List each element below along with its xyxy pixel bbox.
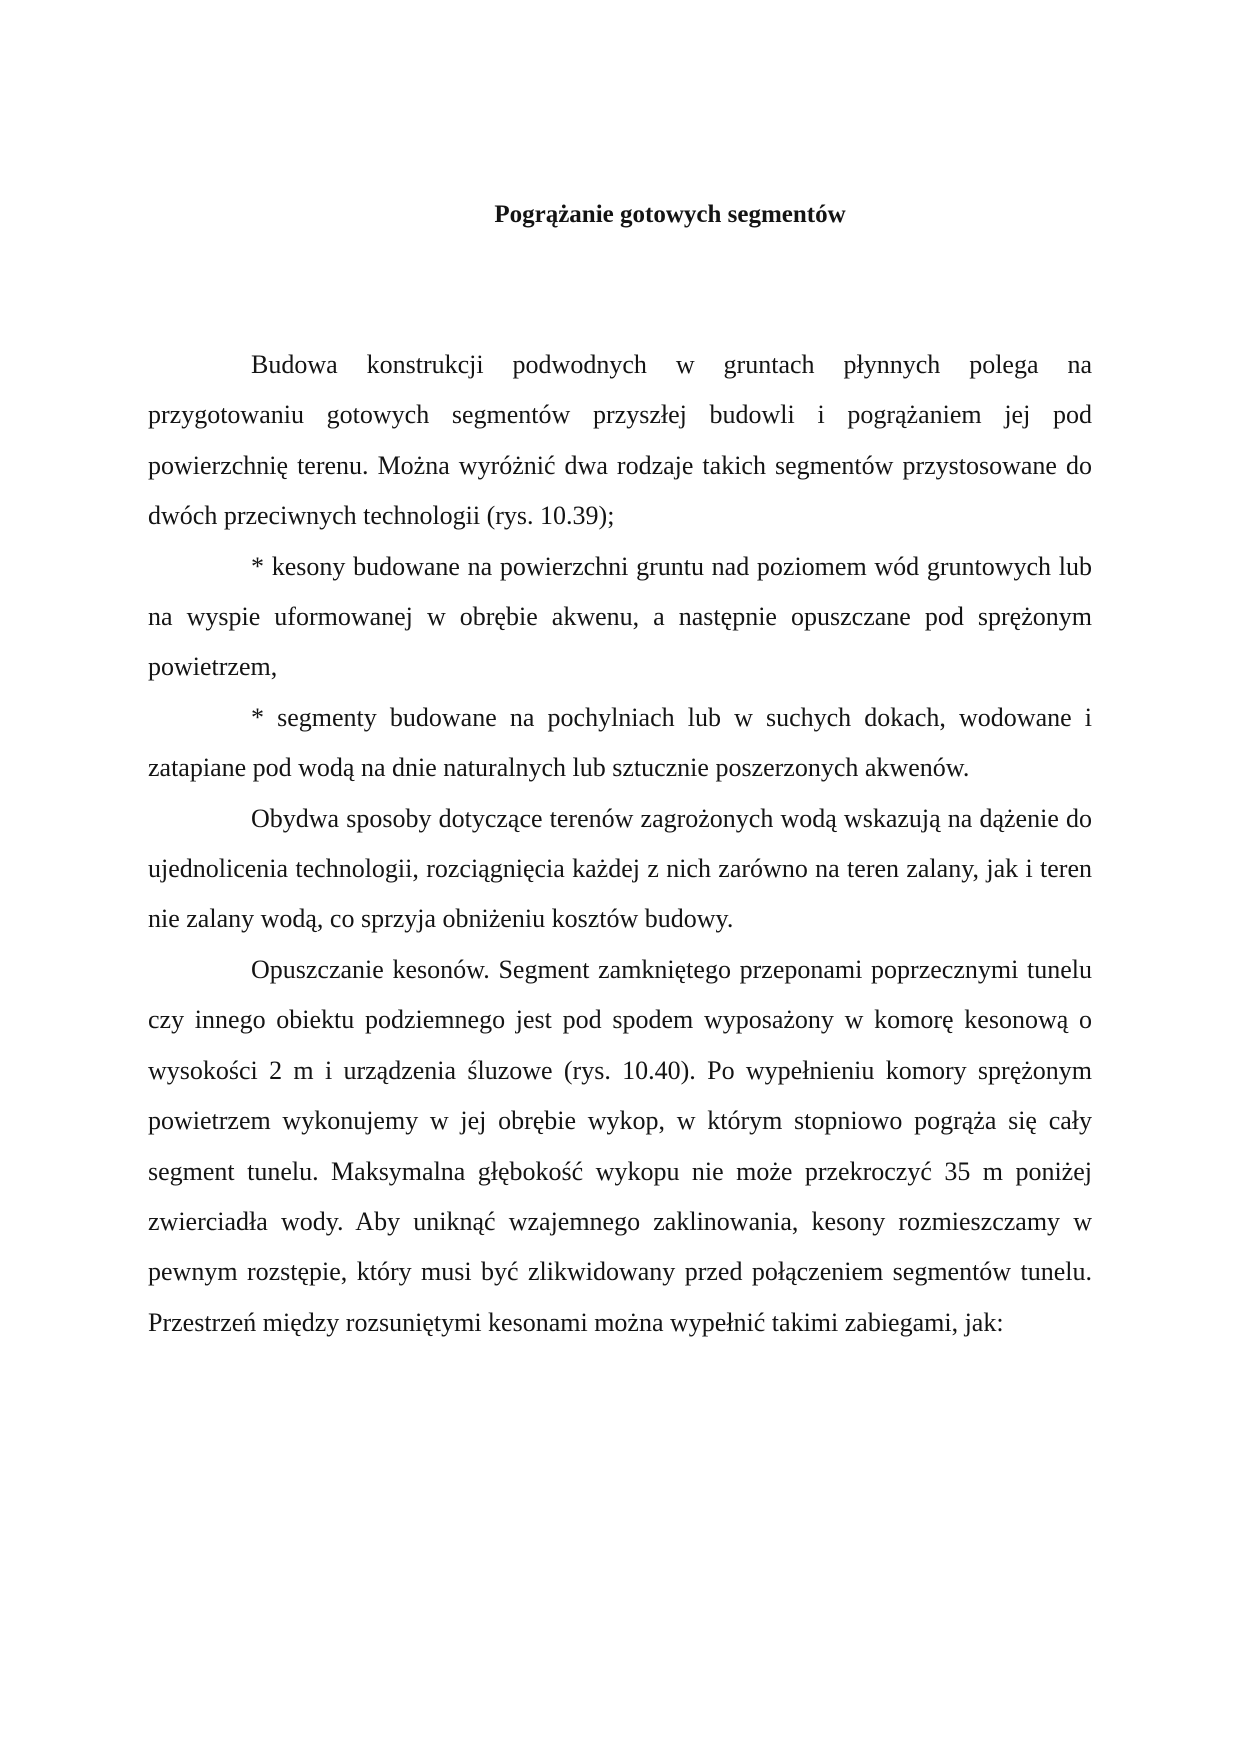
- paragraph-obydwa-sposoby: Obydwa sposoby dotyczące terenów zagrożonych wodą wskazują na dążenie do ujednolicenia technologii, rozciągnięcia każdej z nich zarówno na teren zalany, jak i teren nie zalany wodą, co sprzyja obniżeniu kosztów budowy.: [148, 803, 1092, 934]
- paragraph-bullet-kesony: * kesony budowane na powierzchni gruntu nad poziomem wód gruntowych lub na wyspie uformowanej w obrębie akwenu, a następnie opuszczane pod sprężonym powietrzem,: [148, 551, 1092, 682]
- document-title: Pogrążanie gotowych segmentów: [494, 201, 846, 228]
- paragraph-opuszczanie-kesonow: Opuszczanie kesonów. Segment zamkniętego przeponami poprzecznymi tunelu czy innego obiektu podziemnego jest pod spodem wyposażony w komorę kesonową o wysokości 2 m i urządzenia śluzowe (rys. 10.40). Po wypełnieniu komory sprężonym powietrzem wykonujemy w jej obrębie wykop, w którym stopniowo pogrąża się cały segment tunelu. Maksymalna głębokość wykopu nie może przekroczyć 35 m poniżej zwierciadła wody. Aby uniknąć wzajemnego zaklinowania, kesony rozmieszczamy w pewnym rozstępie, który musi być zlikwidowany przed połączeniem segmentów tunelu. Przestrzeń między rozsuniętymi kesonami można wypełnić takimi zabiegami, jak:: [148, 954, 1092, 1337]
- paragraph-intro: Budowa konstrukcji podwodnych w gruntach płynnych polega na przygotowaniu gotowych segmentów przyszłej budowli i pogrążaniem jej pod powierzchnię terenu. Można wyróżnić dwa rodzaje takich segmentów przystosowane do dwóch przeciwnych technologii (rys. 10.39);: [148, 350, 1092, 531]
- document-body: [148, 340, 1092, 1348]
- paragraph-bullet-segmenty: * segmenty budowane na pochylniach lub w suchych dokach, wodowane i zatapiane pod wodą na dnie naturalnych lub sztucznie poszerzonych akwenów.: [148, 702, 1092, 783]
